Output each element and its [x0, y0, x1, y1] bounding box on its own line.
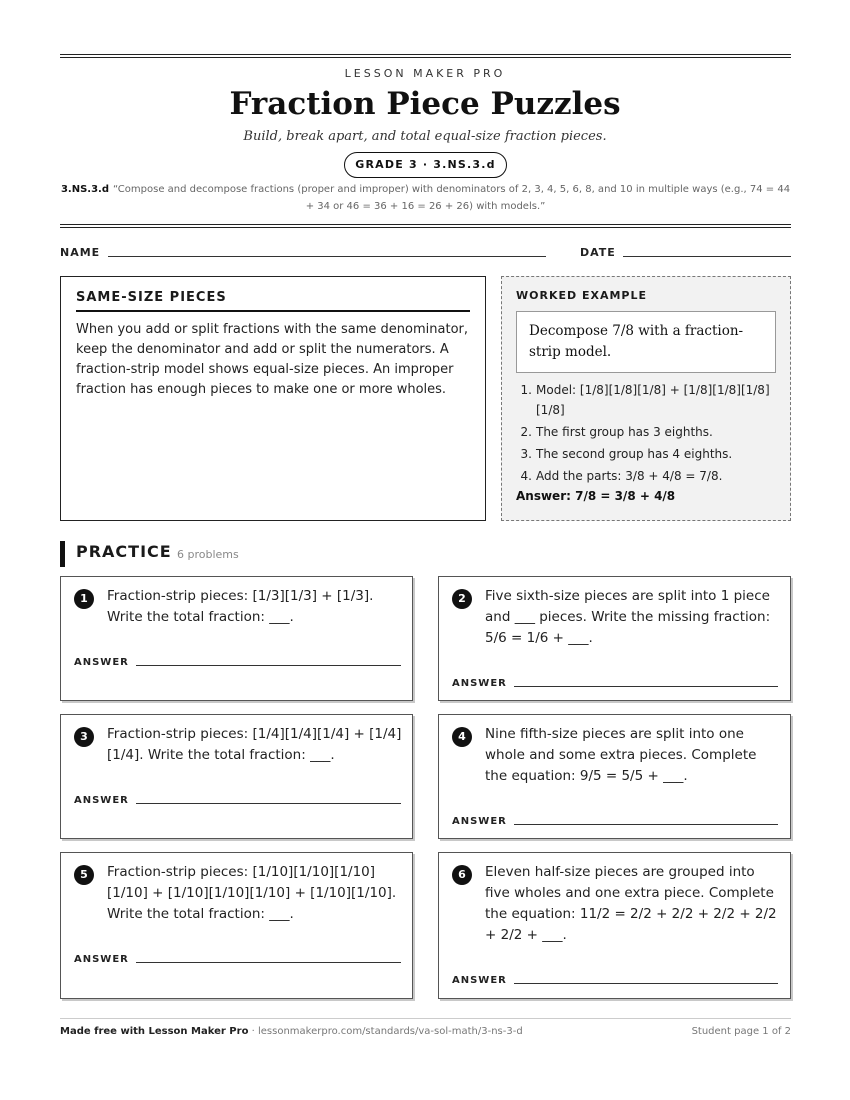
answer-label: ANSWER: [74, 657, 129, 668]
problem-number: 4: [452, 727, 472, 747]
problem-text: Five sixth-size pieces are split into 1 piece and ___ pieces. Write the missing fraction: 5/6 = 1/6 + ___.: [485, 588, 771, 646]
footer-link[interactable]: · lessonmakerpro.com/standards/va-sol-math/3-ns-3-d: [248, 1026, 523, 1037]
step-text: The second group has 4 eighths.: [536, 447, 733, 461]
worked-step: [516, 444, 776, 464]
problem-number: 1: [74, 589, 94, 609]
answer-field[interactable]: [136, 665, 401, 666]
header-rule-top: [60, 54, 791, 55]
answer-field[interactable]: [514, 983, 778, 984]
problem-number: 5: [74, 865, 94, 885]
problem-text: Nine fifth-size pieces are split into one whole and some extra pieces. Complete the equation: 9/5 = 5/5 + ___.: [485, 726, 757, 784]
header-rule-bottom: [60, 224, 791, 225]
answer-label: ANSWER: [452, 816, 507, 827]
name-field[interactable]: [108, 256, 546, 257]
problem-number: 2: [452, 589, 472, 609]
step-number: 4.: [520, 469, 532, 483]
problem-text: Eleven half-size pieces are grouped into five wholes and one extra piece. Complete the equation: 11/2 = 2/2 + 2/2 + 2/2 + 2/2 + 2/2 + ___.: [485, 864, 777, 943]
problem-card: [438, 576, 791, 701]
footer-made-with: Made free with Lesson Maker Pro: [60, 1026, 249, 1037]
worked-step: [516, 466, 776, 486]
concept-heading: SAME-SIZE PIECES: [76, 290, 470, 312]
worked-example-box: [501, 276, 791, 521]
footer-page-number: Student page 1 of 2: [691, 1026, 791, 1037]
brand-name: LESSON MAKER PRO: [344, 67, 506, 80]
answer-field[interactable]: [514, 824, 778, 825]
worked-example-answer: Answer: 7/8 = 3/8 + 4/8: [516, 489, 676, 503]
worked-example-steps: [516, 380, 776, 486]
problem-card: [60, 852, 413, 999]
concept-body: When you add or split fractions with the same denominator, keep the denominator and add or split the numerators. A fraction-strip model shows equal-size pieces. An improper fraction has enough pieces to make one or more wholes.: [76, 322, 468, 397]
step-number: 1.: [520, 383, 532, 397]
step-text: Add the parts: 3/8 + 4/8 = 7/8.: [536, 469, 723, 483]
problem-card: [60, 576, 413, 701]
worked-example-heading: WORKED EXAMPLE: [516, 289, 647, 302]
step-number: 2.: [520, 425, 532, 439]
step-text: The first group has 3 eighths.: [536, 425, 713, 439]
name-label: NAME: [60, 246, 101, 259]
standard-code: 3.NS.3.d: [60, 184, 109, 195]
problem-number: 6: [452, 865, 472, 885]
step-number: 3.: [520, 447, 532, 461]
practice-count: 6 problems: [177, 548, 239, 561]
problem-text: Fraction-strip pieces: [1/3][1/3] + [1/3]. Write the total fraction: ___.: [107, 588, 374, 625]
worked-step: [516, 422, 776, 442]
grade-badge: GRADE 3 · 3.NS.3.d: [344, 152, 507, 178]
problem-number: 3: [74, 727, 94, 747]
practice-heading: PRACTICE: [76, 542, 172, 561]
worked-example-prompt: Decompose 7/8 with a fraction-strip model.: [516, 311, 776, 373]
header-rule-bottom-2: [60, 227, 791, 228]
problem-card: [438, 714, 791, 839]
footer-credit: [60, 1026, 523, 1037]
answer-label: ANSWER: [74, 954, 129, 965]
date-field[interactable]: [623, 256, 791, 257]
footer-rule: [60, 1018, 791, 1019]
standard-text: “Compose and decompose fractions (proper and improper) with denominators of 2, 3, 4, 5, 6, 8, and 10 in multiple ways (e.g., 74 = 44 + 34 or 46 = 36 + 16 = 26 + 26) with models.”: [112, 184, 791, 212]
answer-label: ANSWER: [452, 678, 507, 689]
concept-box: [60, 276, 486, 521]
step-text: Model: [1/8][1/8][1/8] + [1/8][1/8][1/8][1/8]: [536, 383, 770, 417]
problem-card: [438, 852, 791, 999]
problem-text: Fraction-strip pieces: [1/10][1/10][1/10][1/10] + [1/10][1/10][1/10] + [1/10][1/10]. Write the total fraction: ___.: [107, 864, 397, 922]
answer-label: ANSWER: [452, 975, 507, 986]
problem-card: [60, 714, 413, 839]
standard-statement: [60, 181, 791, 215]
header-rule-top-2: [60, 57, 791, 58]
problem-text: Fraction-strip pieces: [1/4][1/4][1/4] + [1/4][1/4]. Write the total fraction: ___.: [107, 726, 402, 763]
worked-step: [516, 380, 776, 420]
answer-field[interactable]: [136, 803, 401, 804]
answer-label: ANSWER: [74, 795, 129, 806]
date-label: DATE: [580, 246, 616, 259]
answer-field[interactable]: [514, 686, 778, 687]
answer-field[interactable]: [136, 962, 401, 963]
practice-accent-bar: [60, 541, 65, 567]
page-title: Fraction Piece Puzzles: [229, 86, 621, 122]
page-subtitle: Build, break apart, and total equal-size fraction pieces.: [243, 129, 607, 144]
